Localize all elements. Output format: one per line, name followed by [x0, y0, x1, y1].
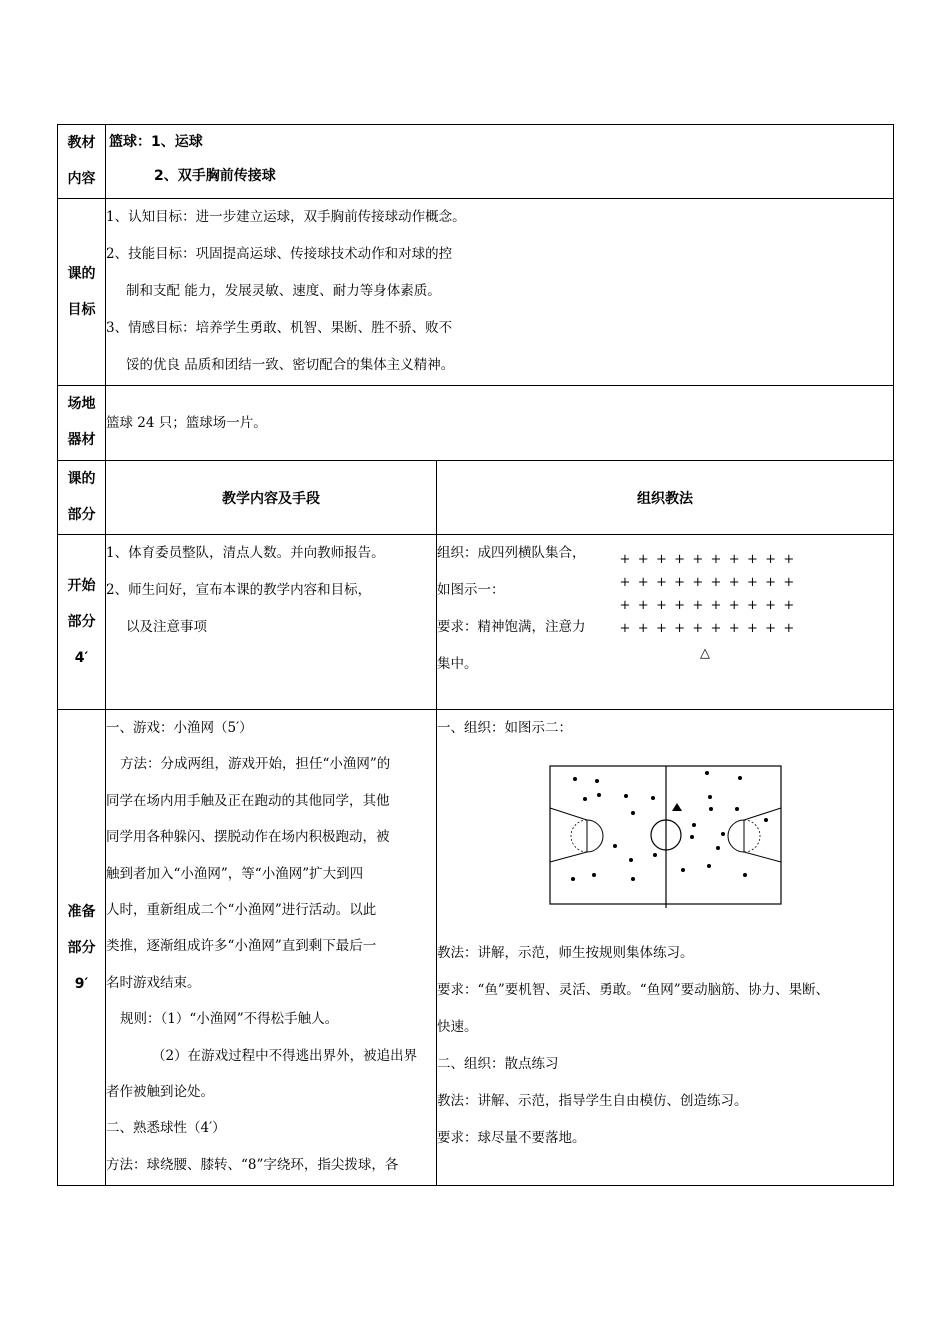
content-text: 篮球：1、运球 2、双手胸前传接球: [106, 125, 894, 199]
student-mark: +: [765, 575, 777, 590]
objectives-row: [58, 199, 894, 386]
start-label: 开始 部分 4′: [58, 535, 106, 710]
student-mark: +: [637, 598, 649, 613]
player-dot: [651, 796, 655, 800]
student-mark: +: [728, 575, 740, 590]
student-mark: +: [620, 598, 631, 613]
column-header-method: 组织教法: [437, 461, 894, 535]
column-header-content: 教学内容及手段: [106, 461, 437, 535]
player-dot: [583, 797, 587, 801]
student-mark: +: [746, 598, 758, 613]
student-mark: +: [655, 575, 667, 590]
player-dot: [631, 877, 635, 881]
section-header-label: 课的 部分: [58, 461, 106, 535]
player-dot: [708, 795, 712, 799]
student-mark: +: [620, 575, 631, 590]
student-mark: +: [674, 621, 686, 636]
student-mark: +: [692, 575, 704, 590]
player-dot: [738, 776, 742, 780]
student-mark: +: [765, 598, 777, 613]
start-row: [58, 535, 894, 710]
player-dot: [681, 868, 685, 872]
player-dot: [613, 844, 617, 848]
player-dot: [631, 811, 635, 815]
student-mark: +: [620, 552, 631, 567]
start-organization: 组织：成四列横队集合， 如图示一： 要求：精神饱满，注意力 集中。 + + + + + + + + + + + + + + + + + + + + + + + + + + + + + + + + + + + + + + + + △: [437, 535, 894, 710]
player-dot: [764, 818, 768, 822]
student-mark: +: [783, 575, 795, 590]
student-mark: +: [620, 621, 631, 636]
player-dot: [692, 823, 696, 827]
student-mark: +: [710, 621, 722, 636]
student-mark: +: [728, 598, 740, 613]
teacher-triangle-icon: [672, 803, 682, 811]
player-dot: [705, 771, 709, 775]
player-dot: [743, 873, 747, 877]
basketball-court-diagram: [549, 765, 783, 909]
teacher-icon: △: [700, 646, 710, 661]
student-mark: +: [783, 552, 795, 567]
player-dot: [595, 779, 599, 783]
player-dot: [573, 777, 577, 781]
student-mark: +: [783, 598, 795, 613]
equipment-row: [58, 386, 894, 461]
student-mark: +: [637, 552, 649, 567]
objectives-text: 1、认知目标：进一步建立运球，双手胸前传接球动作概念。 2、技能目标：巩固提高运球、传接球技术动作和对球的控 制和支配 能力，发展灵敏、速度、耐力等身体素质。 3、情感目标：培养学生勇敢、机智、果断、胜不骄、败不 馁的优良 品质和团结一致、密切配合的集体主义精神。: [106, 199, 894, 386]
equipment-text: 篮球 24 只；篮球场一片。: [106, 386, 894, 461]
student-mark: +: [692, 552, 704, 567]
student-mark: +: [710, 575, 722, 590]
formation-diagram: [620, 545, 800, 665]
student-mark: +: [674, 575, 686, 590]
student-mark: +: [692, 621, 704, 636]
player-dot: [690, 835, 694, 839]
player-dot: [571, 877, 575, 881]
player-dot: [735, 807, 739, 811]
player-dot: [716, 846, 720, 850]
lesson-plan-table: [57, 124, 894, 1186]
equipment-label: 场地 器材: [58, 386, 106, 461]
player-dot: [629, 858, 633, 862]
student-mark: +: [746, 621, 758, 636]
student-mark: +: [783, 621, 795, 636]
student-mark: +: [728, 621, 740, 636]
content-label: 教材 内容: [58, 125, 106, 199]
student-mark: +: [637, 621, 649, 636]
student-mark: +: [728, 552, 740, 567]
student-mark: +: [692, 598, 704, 613]
player-dot: [597, 793, 601, 797]
student-mark: +: [710, 598, 722, 613]
prep-row: [58, 710, 894, 1186]
student-mark: +: [655, 598, 667, 613]
objectives-label: 课的 目标: [58, 199, 106, 386]
player-dot: [653, 853, 657, 857]
player-dot: [709, 807, 713, 811]
student-mark: +: [674, 598, 686, 613]
player-dot: [707, 864, 711, 868]
student-mark: +: [674, 552, 686, 567]
player-dot: [592, 873, 596, 877]
prep-organization: 一、组织：如图示二： 教法：讲解，示范，师生按规则集体练习。 要求：“鱼”要机智、灵活、勇敢。“鱼网”要动脑筋、协力、果断、 快速。 二、组织：散点练习 教法：讲解、示范，指导学生自由模仿、创造练习。 要求：球尽量不要落地。: [437, 710, 894, 1186]
student-mark: +: [746, 552, 758, 567]
student-mark: +: [637, 575, 649, 590]
prep-content: 一、游戏：小渔网（5′） 方法：分成两组，游戏开始，担任“小渔网”的 同学在场内用手触及正在跑动的其他同学，其他 同学用各种躲闪、摆脱动作在场内积极跑动，被 触到者加入“小渔网”，等“小渔网”扩大到四 人时，重新组成二个“小渔网”进行活动。以此 类推，逐渐组成许多“小渔网”直到剩下最后一 名时游戏结束。 规则：（1）“小渔网”不得松手触人。 （2）在游戏过程中不得逃出界外，被追出界 者作被触到论处。 二、熟悉球性（4′） 方法：球绕腰、膝转、“8”字绕环，指尖拨球，各: [106, 710, 437, 1186]
student-mark: +: [746, 575, 758, 590]
section-header-row: [58, 461, 894, 535]
start-content: 1、体育委员整队，清点人数。并向教师报告。 2、师生问好，宣布本课的教学内容和目标， 以及注意事项: [106, 535, 437, 710]
student-mark: +: [655, 621, 667, 636]
content-row: [58, 125, 894, 199]
player-dot: [624, 794, 628, 798]
student-mark: +: [710, 552, 722, 567]
student-mark: +: [765, 552, 777, 567]
student-mark: +: [765, 621, 777, 636]
player-dot: [721, 832, 725, 836]
prep-label: 准备 部分 9′: [58, 710, 106, 1186]
student-mark: +: [655, 552, 667, 567]
